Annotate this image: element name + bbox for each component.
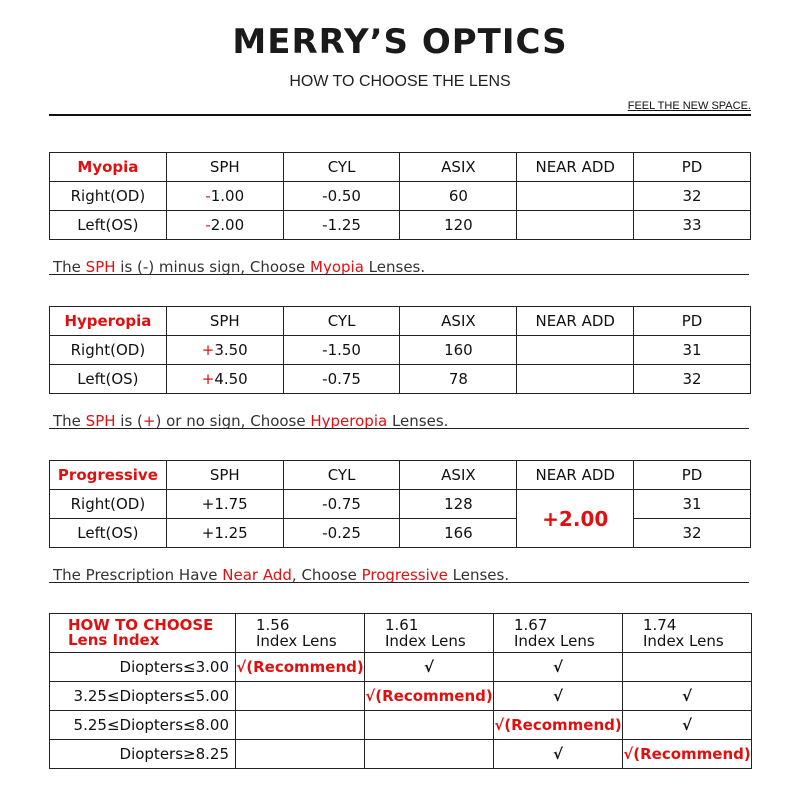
eye-label: Right(OD) <box>50 490 167 519</box>
lens-index: 1.74 <box>643 616 677 634</box>
lens-cell: √ <box>494 653 623 682</box>
sph-value: +1.75 <box>166 490 283 519</box>
diopter-range: Diopters≥8.25 <box>50 740 236 769</box>
note-highlight: SPH <box>85 412 116 430</box>
axis-value: 128 <box>400 490 517 519</box>
lens-header <box>494 614 623 653</box>
sph-sign: + <box>201 341 215 359</box>
column-header-cyl: CYL <box>283 153 400 182</box>
lens-header <box>236 614 365 653</box>
lens-cell: √(Recommend) <box>623 740 752 769</box>
eye-label: Left(OS) <box>50 519 167 548</box>
pd-value: 32 <box>634 365 751 394</box>
sph-sign: - <box>205 187 211 205</box>
near-add-value <box>517 365 634 394</box>
note-divider <box>49 428 749 429</box>
note-highlight: Near Add <box>222 566 292 584</box>
note-divider <box>49 582 749 583</box>
sph-number: 2.00 <box>210 216 245 234</box>
tagline: FEEL THE NEW SPACE. <box>627 100 751 112</box>
sph-value: +1.25 <box>166 519 283 548</box>
lens-cell <box>623 653 752 682</box>
note-divider <box>49 274 749 275</box>
hyperopia-table <box>49 306 751 394</box>
eye-label: Right(OD) <box>50 182 167 211</box>
column-header-axis: ASIX <box>400 461 517 490</box>
lens-cell: √ <box>494 682 623 711</box>
lens-cell: √(Recommend) <box>236 653 365 682</box>
myopia-label: Myopia <box>50 153 167 182</box>
note-highlight: SPH <box>85 258 116 276</box>
lens-index: 1.67 <box>514 616 548 634</box>
lens-cell <box>365 711 494 740</box>
lens-index: 1.56 <box>256 616 290 634</box>
table-row <box>50 682 752 711</box>
lens-cell: √(Recommend) <box>494 711 623 740</box>
table-row <box>50 182 751 211</box>
cyl-value: -1.50 <box>283 336 400 365</box>
header-divider <box>49 114 751 116</box>
column-header-sph: SPH <box>166 153 283 182</box>
note-highlight: Myopia <box>310 258 364 276</box>
axis-value: 60 <box>400 182 517 211</box>
axis-value: 78 <box>400 365 517 394</box>
sph-value <box>166 336 283 365</box>
sph-value <box>166 182 283 211</box>
lens-header <box>365 614 494 653</box>
column-header-pd: PD <box>634 461 751 490</box>
note-text: Lenses. <box>387 412 449 430</box>
cyl-value: -0.75 <box>283 490 400 519</box>
pd-value: 33 <box>634 211 751 240</box>
note-text: The <box>53 258 86 276</box>
lens-cell: √ <box>365 653 494 682</box>
table-row <box>50 365 751 394</box>
lens-cell: √(Recommend) <box>365 682 494 711</box>
note-text: , Choose <box>291 566 362 584</box>
near-add-value <box>517 336 634 365</box>
lens-cell <box>365 740 494 769</box>
cyl-value: -0.75 <box>283 365 400 394</box>
cyl-value: -0.50 <box>283 182 400 211</box>
column-header-sph: SPH <box>166 307 283 336</box>
note-text: Lenses. <box>363 258 426 276</box>
lens-table-title-line2: Lens Index <box>68 631 160 649</box>
hyperopia-label: Hyperopia <box>50 307 167 336</box>
note-highlight: + <box>142 412 156 430</box>
note-text: ) or no sign, Choose <box>155 412 311 430</box>
column-header-sph: SPH <box>166 461 283 490</box>
note-highlight: Hyperopia <box>310 412 388 430</box>
table-row <box>50 490 751 519</box>
axis-value: 120 <box>400 211 517 240</box>
sph-sign: + <box>201 370 215 388</box>
table-row <box>50 519 751 548</box>
note-text: is (-) minus sign, Choose <box>115 258 311 276</box>
note-highlight: Progressive <box>361 566 448 584</box>
lens-cell <box>236 682 365 711</box>
lens-index: 1.61 <box>385 616 419 634</box>
lens-cell: √ <box>623 711 752 740</box>
note-text: is ( <box>115 412 143 430</box>
lens-cell <box>236 740 365 769</box>
sph-number: 4.50 <box>214 370 248 388</box>
note-text: The <box>53 412 86 430</box>
pd-value: 31 <box>634 490 751 519</box>
eye-label: Right(OD) <box>50 336 167 365</box>
column-header-axis: ASIX <box>400 153 517 182</box>
lens-table-title-line1: HOW TO CHOOSE <box>68 616 214 634</box>
progressive-table <box>49 460 751 548</box>
sph-value <box>166 211 283 240</box>
sph-sign: - <box>205 216 211 234</box>
table-row <box>50 711 752 740</box>
table-row <box>50 336 751 365</box>
column-header-pd: PD <box>634 153 751 182</box>
table-row <box>50 740 752 769</box>
axis-value: 166 <box>400 519 517 548</box>
lens-name: Index Lens <box>256 632 337 650</box>
pd-value: 31 <box>634 336 751 365</box>
diopter-range: Diopters≤3.00 <box>50 653 236 682</box>
lens-header <box>623 614 752 653</box>
lens-name: Index Lens <box>385 632 466 650</box>
column-header-near-add: NEAR ADD <box>517 153 634 182</box>
column-header-near-add: NEAR ADD <box>517 307 634 336</box>
pd-value: 32 <box>634 519 751 548</box>
lens-cell: √ <box>494 740 623 769</box>
column-header-pd: PD <box>634 307 751 336</box>
pd-value: 32 <box>634 182 751 211</box>
column-header-near-add: NEAR ADD <box>517 461 634 490</box>
page-subtitle: HOW TO CHOOSE THE LENS <box>289 73 511 90</box>
lens-index-table <box>49 613 752 769</box>
column-header-axis: ASIX <box>400 307 517 336</box>
progressive-label: Progressive <box>50 461 167 490</box>
near-add-value <box>517 211 634 240</box>
lens-name: Index Lens <box>643 632 724 650</box>
column-header-cyl: CYL <box>283 307 400 336</box>
axis-value: 160 <box>400 336 517 365</box>
cyl-value: -1.25 <box>283 211 400 240</box>
near-add-value: +2.00 <box>517 490 634 548</box>
lens-table-title <box>50 614 236 653</box>
cyl-value: -0.25 <box>283 519 400 548</box>
lens-cell: √ <box>623 682 752 711</box>
table-row <box>50 653 752 682</box>
myopia-table <box>49 152 751 240</box>
sph-value <box>166 365 283 394</box>
column-header-cyl: CYL <box>283 461 400 490</box>
sph-number: 3.50 <box>214 341 248 359</box>
lens-cell <box>236 711 365 740</box>
diopter-range: 5.25≤Diopters≤8.00 <box>50 711 236 740</box>
table-row <box>50 211 751 240</box>
lens-name: Index Lens <box>514 632 595 650</box>
note-text: The Prescription Have <box>53 566 223 584</box>
note-text: Lenses. <box>447 566 510 584</box>
near-add-value <box>517 182 634 211</box>
sph-number: 1.00 <box>210 187 245 205</box>
eye-label: Left(OS) <box>50 211 167 240</box>
brand-title: MERRY’S OPTICS <box>232 22 568 62</box>
eye-label: Left(OS) <box>50 365 167 394</box>
diopter-range: 3.25≤Diopters≤5.00 <box>50 682 236 711</box>
